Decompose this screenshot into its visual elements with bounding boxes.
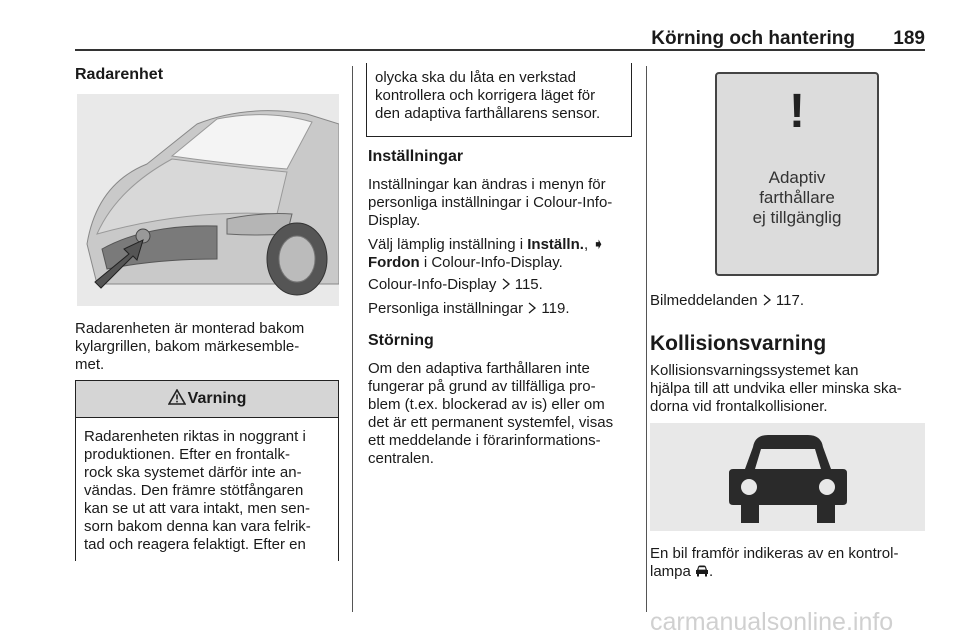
menu-item-settings: Inställn.: [527, 236, 584, 253]
car-radar-photo-icon: [77, 94, 339, 306]
text-line: Om den adaptiva farthållaren inte: [368, 360, 590, 377]
text-line: olycka ska du låta en verkstad: [375, 69, 576, 86]
reference-arrow-icon: [527, 300, 537, 317]
text-run: lampa: [650, 563, 696, 580]
collision-paragraph: [650, 362, 930, 416]
text-line: [368, 236, 638, 254]
reference-arrow-icon: [762, 292, 772, 309]
cross-reference-personal-settings: [368, 300, 570, 318]
text-line: [650, 563, 930, 581]
reference-arrow-icon: [501, 276, 511, 293]
text-run: .: [709, 563, 714, 580]
text-run: Personliga inställningar: [368, 300, 528, 317]
cross-reference-colour-info: [368, 276, 543, 294]
menu-item-vehicle: Fordon: [368, 254, 420, 271]
page-header: [650, 28, 925, 48]
text-run: 117.: [771, 292, 804, 309]
column-divider-2: [646, 66, 647, 612]
car-radar-photo: [77, 94, 339, 306]
settings-paragraph-2: [368, 236, 638, 272]
text-line: Kollisionsvarningssystemet kan: [650, 362, 859, 379]
warning-box: [75, 380, 339, 561]
cross-reference-vehicle-messages: [650, 292, 804, 310]
text-line: Adaptiv: [768, 168, 826, 187]
warning-continuation-box: [366, 63, 632, 137]
header-rule: [75, 49, 925, 51]
watermark: carmanualsonline.info: [650, 608, 894, 636]
text-line: hjälpa till att undvika eller minska ska-: [650, 380, 902, 397]
text-line: farthållare: [759, 188, 835, 207]
display-message: [753, 168, 842, 228]
car-front-icon-panel: [650, 423, 925, 531]
settings-paragraph-1: [368, 176, 638, 230]
text-line: blem (t.ex. blockerad av is) eller om: [368, 396, 605, 413]
text-line: Inställningar kan ändras i menyn för: [368, 176, 606, 193]
warning-triangle-icon: [168, 389, 186, 410]
section-heading-settings: Inställningar: [368, 148, 464, 165]
driver-info-display: [715, 72, 879, 276]
text-run: Välj lämplig inställning i: [368, 236, 528, 253]
text-line: Display.: [368, 212, 421, 229]
text-line: centralen.: [368, 450, 434, 467]
column-divider-1: [352, 66, 353, 612]
text-line: fungerar på grund av tillfälliga pro-: [368, 378, 596, 395]
text-line: kylargrillen, bakom märkesemble-: [75, 338, 300, 355]
warning-title: Varning: [187, 390, 247, 407]
page-number: 189: [893, 28, 925, 49]
warning-body: [76, 418, 338, 564]
section-heading-collision: Kollisionsvarning: [650, 332, 827, 355]
text-run: i Colour-Info-Display.: [419, 254, 563, 271]
text-line: ett meddelande i förarinformations-: [368, 432, 601, 449]
text-run: Colour-Info-Display: [368, 276, 501, 293]
text-line: kan se ut att vara intakt, men sen-: [84, 500, 310, 517]
chapter-title: Körning och hantering: [651, 28, 855, 49]
section-heading-radar: Radarenhet: [75, 66, 164, 83]
text-line: tad och reagera felaktigt. Efter en: [84, 536, 306, 553]
fault-paragraph: [368, 360, 643, 468]
car-indicator-icon: [695, 563, 709, 580]
text-run: 115.: [510, 276, 543, 293]
text-line: den adaptiva farthållarens sensor.: [375, 105, 601, 122]
text-run: 119.: [537, 300, 570, 317]
section-heading-fault: Störning: [368, 332, 434, 349]
text-run: ,: [583, 236, 593, 253]
text-line: Radarenheten riktas in noggrant i: [84, 428, 306, 445]
radar-paragraph: [75, 320, 337, 374]
text-line: Radarenheten är monterad bakom: [75, 320, 305, 337]
text-line: ej tillgänglig: [752, 208, 842, 227]
car-indicator-paragraph: [650, 545, 930, 581]
exclamation-icon: !: [789, 85, 805, 138]
text-line: [368, 254, 638, 272]
text-line: sorn bakom denna kan vara felrik-: [84, 518, 311, 535]
text-line: rock ska systemet därför inte an-: [84, 464, 302, 481]
text-line: dorna vid frontalkollisioner.: [650, 398, 828, 415]
warning-header: [76, 381, 338, 418]
arrow-icon: ➧: [592, 236, 605, 253]
car-front-icon: [723, 427, 853, 527]
text-line: vändas. Den främre stötfångaren: [84, 482, 304, 499]
text-line: En bil framför indikeras av en kontrol-: [650, 545, 899, 562]
text-run: Bilmeddelanden: [650, 292, 762, 309]
text-line: det är ett permanent systemfel, visas: [368, 414, 614, 431]
text-line: kontrollera och korrigera läget för: [375, 87, 596, 104]
text-line: met.: [75, 356, 105, 373]
text-line: personliga inställningar i Colour-Info-: [368, 194, 613, 211]
text-line: produktionen. Efter en frontalk-: [84, 446, 290, 463]
